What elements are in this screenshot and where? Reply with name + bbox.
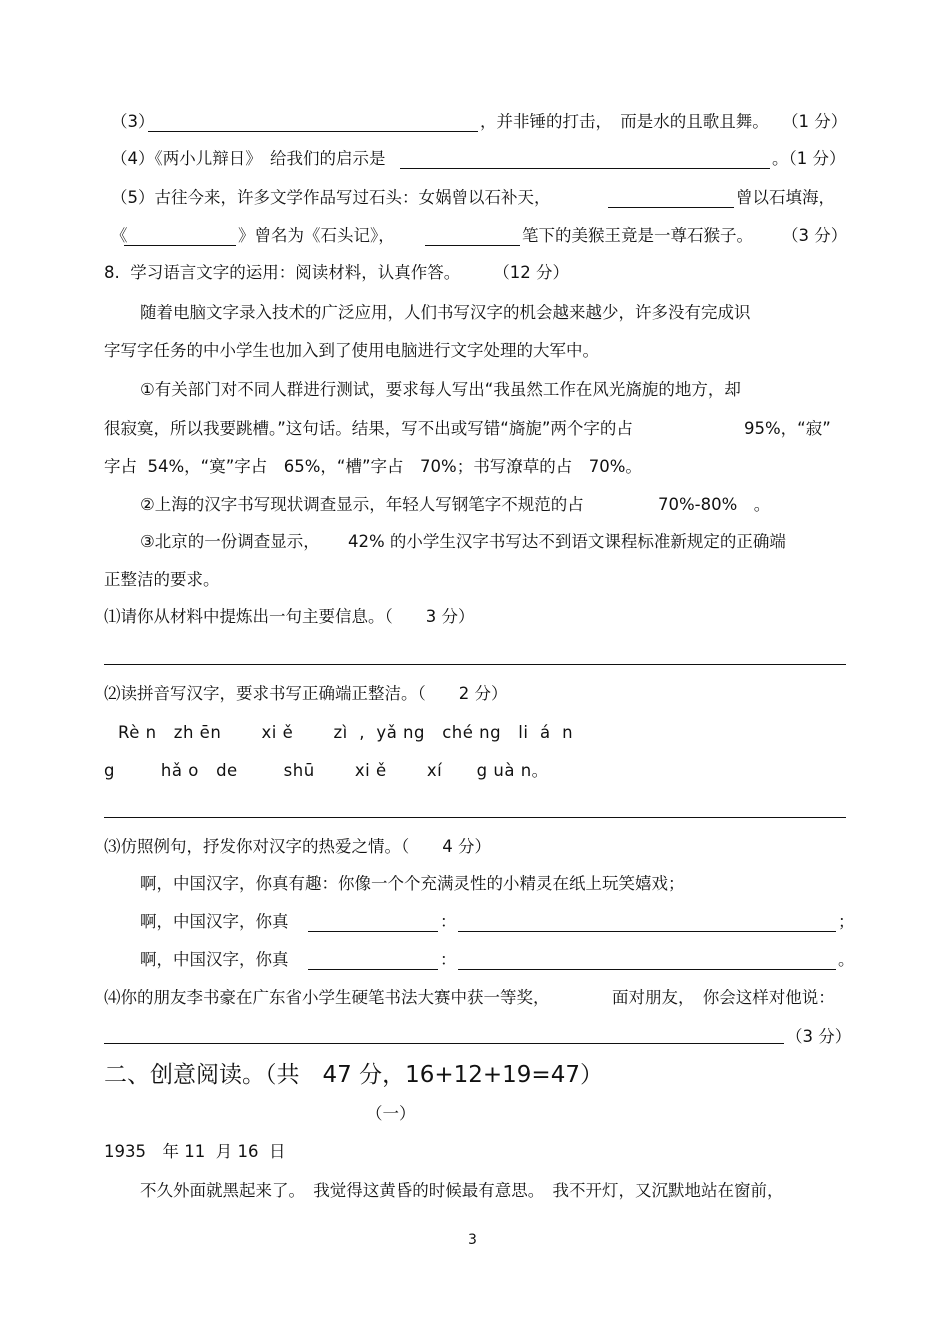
q7-item5-blank2[interactable] — [124, 245, 236, 246]
q8-sub2-answer-line[interactable] — [104, 817, 846, 818]
q8-sub1-prompt: ⑴请你从材料中提炼出一句主要信息。（ 3 分） — [104, 607, 475, 626]
q7-item3-score: （1 分） — [782, 112, 848, 131]
q7-item5-line2a: 《 — [111, 226, 128, 245]
q8-material-c-line2: 正整洁的要求。 — [104, 570, 220, 589]
q8-material-b-pct: 70%-80% 。 — [658, 495, 771, 514]
q8-para1-line1: 随着电脑文字录入技术的广泛应用，人们书写汉字的机会越来越少，许多没有完成识 — [140, 303, 751, 322]
q8-sub3-example: 啊，中国汉字，你真有趣：你像一个个充满灵性的小精灵在纸上玩笑嬉戏； — [140, 874, 685, 893]
q8-material-a-line1: ①有关部门对不同人群进行测试，要求每人写出“我虽然工作在风光旖旎的地方，却 — [140, 380, 741, 399]
q7-item4-label: （4）《两小儿辩日》 给我们的启示是 — [111, 149, 386, 168]
section2-text: 不久外面就黑起来了。 我觉得这黄昏的时候最有意思。 我不开灯，又沉默地站在窗前， — [140, 1181, 784, 1200]
section2-part-label: （一） — [366, 1104, 416, 1123]
q8-sub3-prompt: ⑶仿照例句，抒发你对汉字的热爱之情。（ 4 分） — [104, 837, 491, 856]
q7-item3-label: （3） — [111, 112, 155, 131]
q8-sub1-answer-line[interactable] — [104, 664, 846, 665]
q8-sub2-pinyin-line1: Rè n zh ēn xi ě zì , yǎ ng ché ng li á n — [118, 723, 574, 742]
q8-sub4-score: （3 分） — [786, 1027, 852, 1046]
q8-sub4-prompt: ⑷你的朋友李书豪在广东省小学生硬笔书法大赛中获一等奖， — [104, 988, 550, 1007]
q8-material-c-text: ③北京的一份调查显示， — [140, 532, 320, 551]
q8-sub3-fill2-blank-b[interactable] — [458, 969, 836, 970]
q8-sub3-fill1-colon: ： — [440, 912, 457, 931]
section2-date: 1935 年 11 月 16 日 — [104, 1142, 286, 1161]
q8-material-c-text2: 42% 的小学生汉字书写达不到语文课程标准新规定的正确端 — [348, 532, 786, 551]
q8-material-a-line2-pct: 95%，“寂” — [744, 419, 831, 438]
section2-heading: 二、创意阅读。（共 47 分，16+12+19=47） — [104, 1062, 603, 1088]
q8-sub3-fill1-prefix: 啊，中国汉字，你真 — [140, 912, 289, 931]
q8-sub4-prompt2: 面对朋友， 你会这样对他说： — [612, 988, 835, 1007]
q7-item5-score: （3 分） — [782, 226, 848, 245]
q7-item5-line2c: 笔下的美猴王竟是一尊石猴子。 — [522, 226, 753, 245]
q8-sub2-prompt: ⑵读拼音写汉字，要求书写正确端正整洁。（ 2 分） — [104, 684, 508, 703]
q7-item5-line2b: 》曾名为《石头记》， — [238, 226, 395, 245]
q8-sub3-fill2-colon: ： — [440, 950, 457, 969]
q7-item5-line1b: 曾以石填海， — [736, 188, 835, 207]
q7-item3-text: ，并非锤的打击， 而是水的且歌且舞。 — [480, 112, 769, 131]
q7-item4-blank[interactable] — [400, 168, 770, 169]
q8-material-b-text: ②上海的汉字书写现状调查显示，年轻人写钢笔字不规范的占 — [140, 495, 584, 514]
q7-item4-end: 。（1 分） — [772, 149, 846, 168]
q8-material-a-line2: 很寂寞，所以我要跳槽。”这句话。结果，写不出或写错“旖旎”两个字的占 — [104, 419, 633, 438]
q8-sub3-fill2-period: 。 — [838, 950, 855, 969]
q7-item3-blank[interactable] — [148, 131, 478, 132]
q8-sub4-answer-line[interactable] — [104, 1043, 784, 1044]
q8-sub3-fill2-blank-a[interactable] — [308, 969, 438, 970]
q7-item5-line1a: （5）古往今来，许多文学作品写过石头：女娲曾以石补天， — [111, 188, 551, 207]
q8-sub3-fill1-semicolon: ； — [838, 912, 855, 931]
q8-material-a-line3: 字占 54%，“寞”字占 65%，“槽”字占 70%；书写潦草的占 70%。 — [104, 457, 642, 476]
q8-sub2-pinyin-line2: g hǎ o de shū xi ě xí g uà n。 — [104, 761, 549, 780]
q8-sub3-fill1-blank-b[interactable] — [458, 931, 836, 932]
q7-item5-blank1[interactable] — [608, 207, 734, 208]
q7-item5-blank3[interactable] — [425, 245, 520, 246]
q8-title: 8. 学习语言文字的运用：阅读材料，认真作答。 （12 分） — [104, 263, 569, 282]
q8-sub3-fill1-blank-a[interactable] — [308, 931, 438, 932]
q8-para1-line2: 字写字任务的中小学生也加入到了使用电脑进行文字处理的大军中。 — [104, 341, 599, 360]
q8-sub3-fill2-prefix: 啊，中国汉字，你真 — [140, 950, 289, 969]
page-number: 3 — [468, 1232, 477, 1248]
